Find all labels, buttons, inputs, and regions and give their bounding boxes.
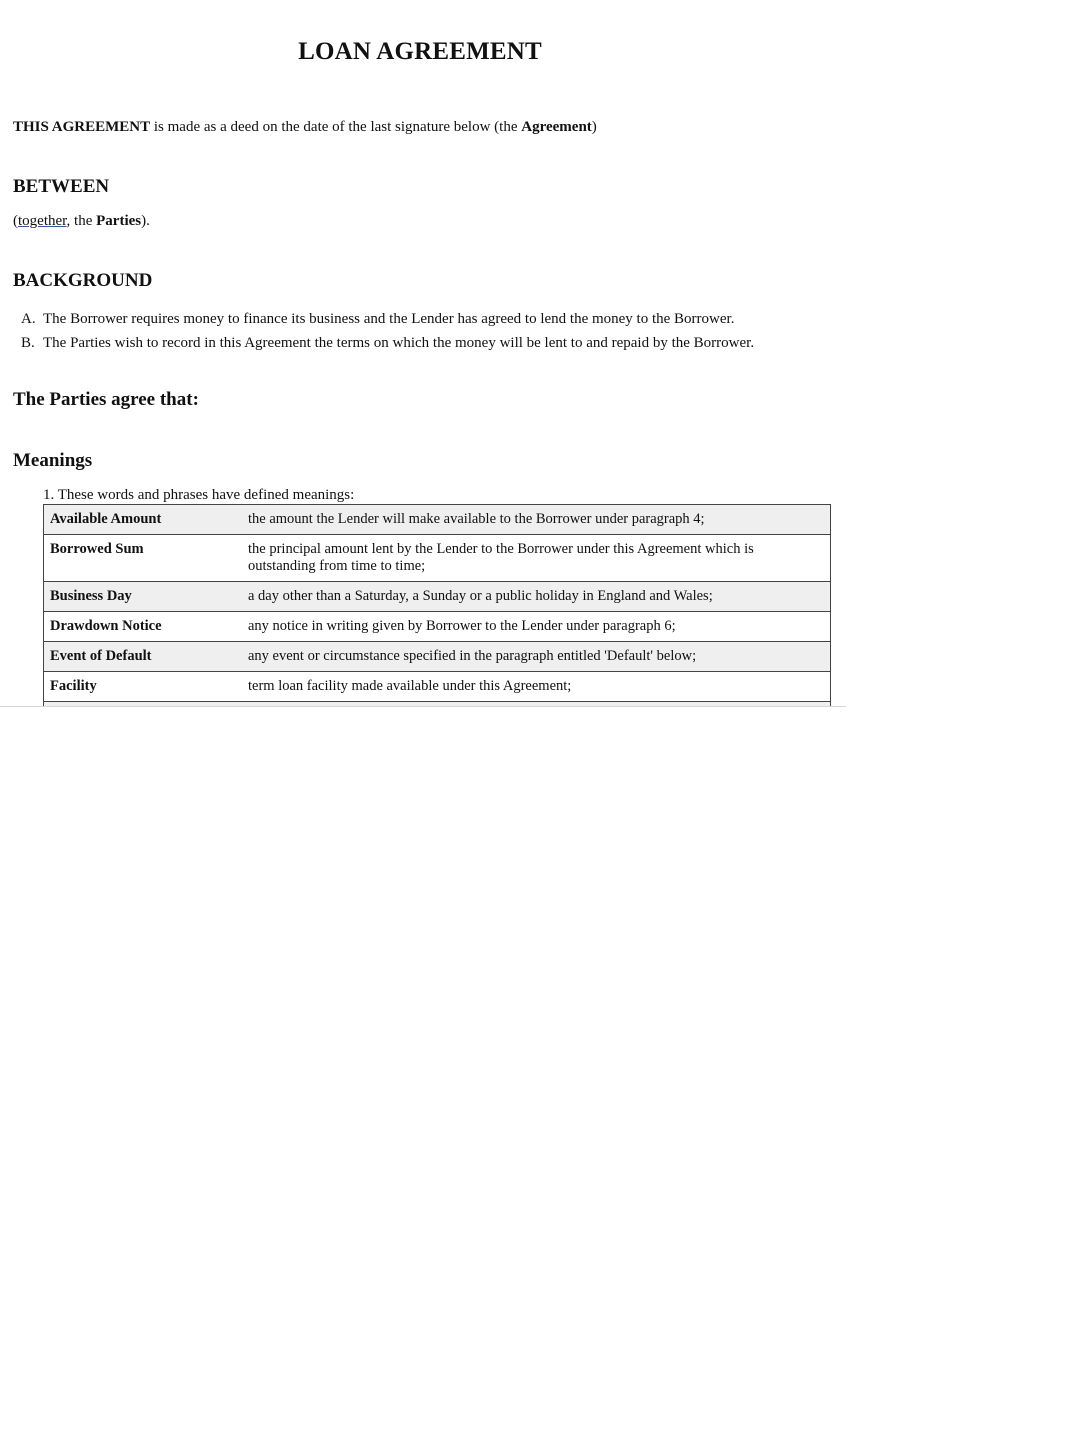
list-marker: B.: [21, 335, 35, 351]
table-row: [44, 612, 831, 642]
document-page: [0, 0, 846, 707]
agree-heading: The Parties agree that:: [13, 389, 199, 410]
document-title: LOAN AGREEMENT: [298, 38, 542, 65]
meanings-intro: 1. These words and phrases have defined meanings:: [43, 487, 355, 503]
table-row: [44, 702, 831, 708]
intro-lead: THIS AGREEMENT: [13, 119, 151, 135]
list-item: [21, 331, 754, 355]
background-list: [21, 307, 754, 355]
list-marker: A.: [21, 311, 36, 327]
table-row: [44, 505, 831, 535]
table-row: [44, 535, 831, 582]
definition-term: Drawdown Notice: [44, 612, 241, 642]
definition-text: the amount the Lender will make available to the Borrower under paragraph 4;: [240, 505, 831, 535]
meanings-heading: Meanings: [13, 450, 93, 471]
parties-line: [13, 213, 150, 230]
parties-middle: , the: [66, 213, 97, 229]
definition-text: any event or circumstance specified in the paragraph entitled 'Default' below;: [240, 642, 831, 672]
intro-term: Agreement: [521, 119, 592, 135]
intro-paragraph: [13, 119, 597, 136]
definition-text: the principal amount lent by the Lender to the Borrower under this Agreement which is outstanding from time to time;: [240, 535, 831, 582]
together-link[interactable]: together: [18, 213, 67, 229]
list-text: The Borrower requires money to finance its business and the Lender has agreed to lend the money to the Borrower.: [43, 311, 735, 327]
list-text: The Parties wish to record in this Agreement the terms on which the money will be lent to and repaid by the Borrower.: [43, 335, 755, 351]
intro-text: is made as a deed on the date of the last signature below (the: [150, 119, 522, 135]
table-row: [44, 642, 831, 672]
table-row: [44, 672, 831, 702]
table-row: [44, 582, 831, 612]
parties-open: (: [13, 213, 18, 229]
definition-text: a day other than a Saturday, a Sunday or a public holiday in England and Wales;: [240, 582, 831, 612]
between-heading: BETWEEN: [13, 176, 110, 197]
definition-term: Event of Default: [44, 642, 241, 672]
definition-text: any notice in writing given by Borrower to the Lender under paragraph 6;: [240, 612, 831, 642]
definition-text: term loan facility made available under this Agreement;: [240, 672, 831, 702]
parties-term: Parties: [96, 213, 142, 229]
definition-term: Available Amount: [44, 505, 241, 535]
definition-term: [44, 702, 241, 708]
definition-term: Borrowed Sum: [44, 535, 241, 582]
intro-end: ): [591, 119, 597, 135]
definition-text: [240, 702, 831, 708]
definitions-table: [43, 504, 831, 707]
definition-term: Facility: [44, 672, 241, 702]
list-item: [21, 307, 754, 331]
background-heading: BACKGROUND: [13, 270, 153, 291]
parties-end: ).: [141, 213, 150, 229]
definition-term: Business Day: [44, 582, 241, 612]
